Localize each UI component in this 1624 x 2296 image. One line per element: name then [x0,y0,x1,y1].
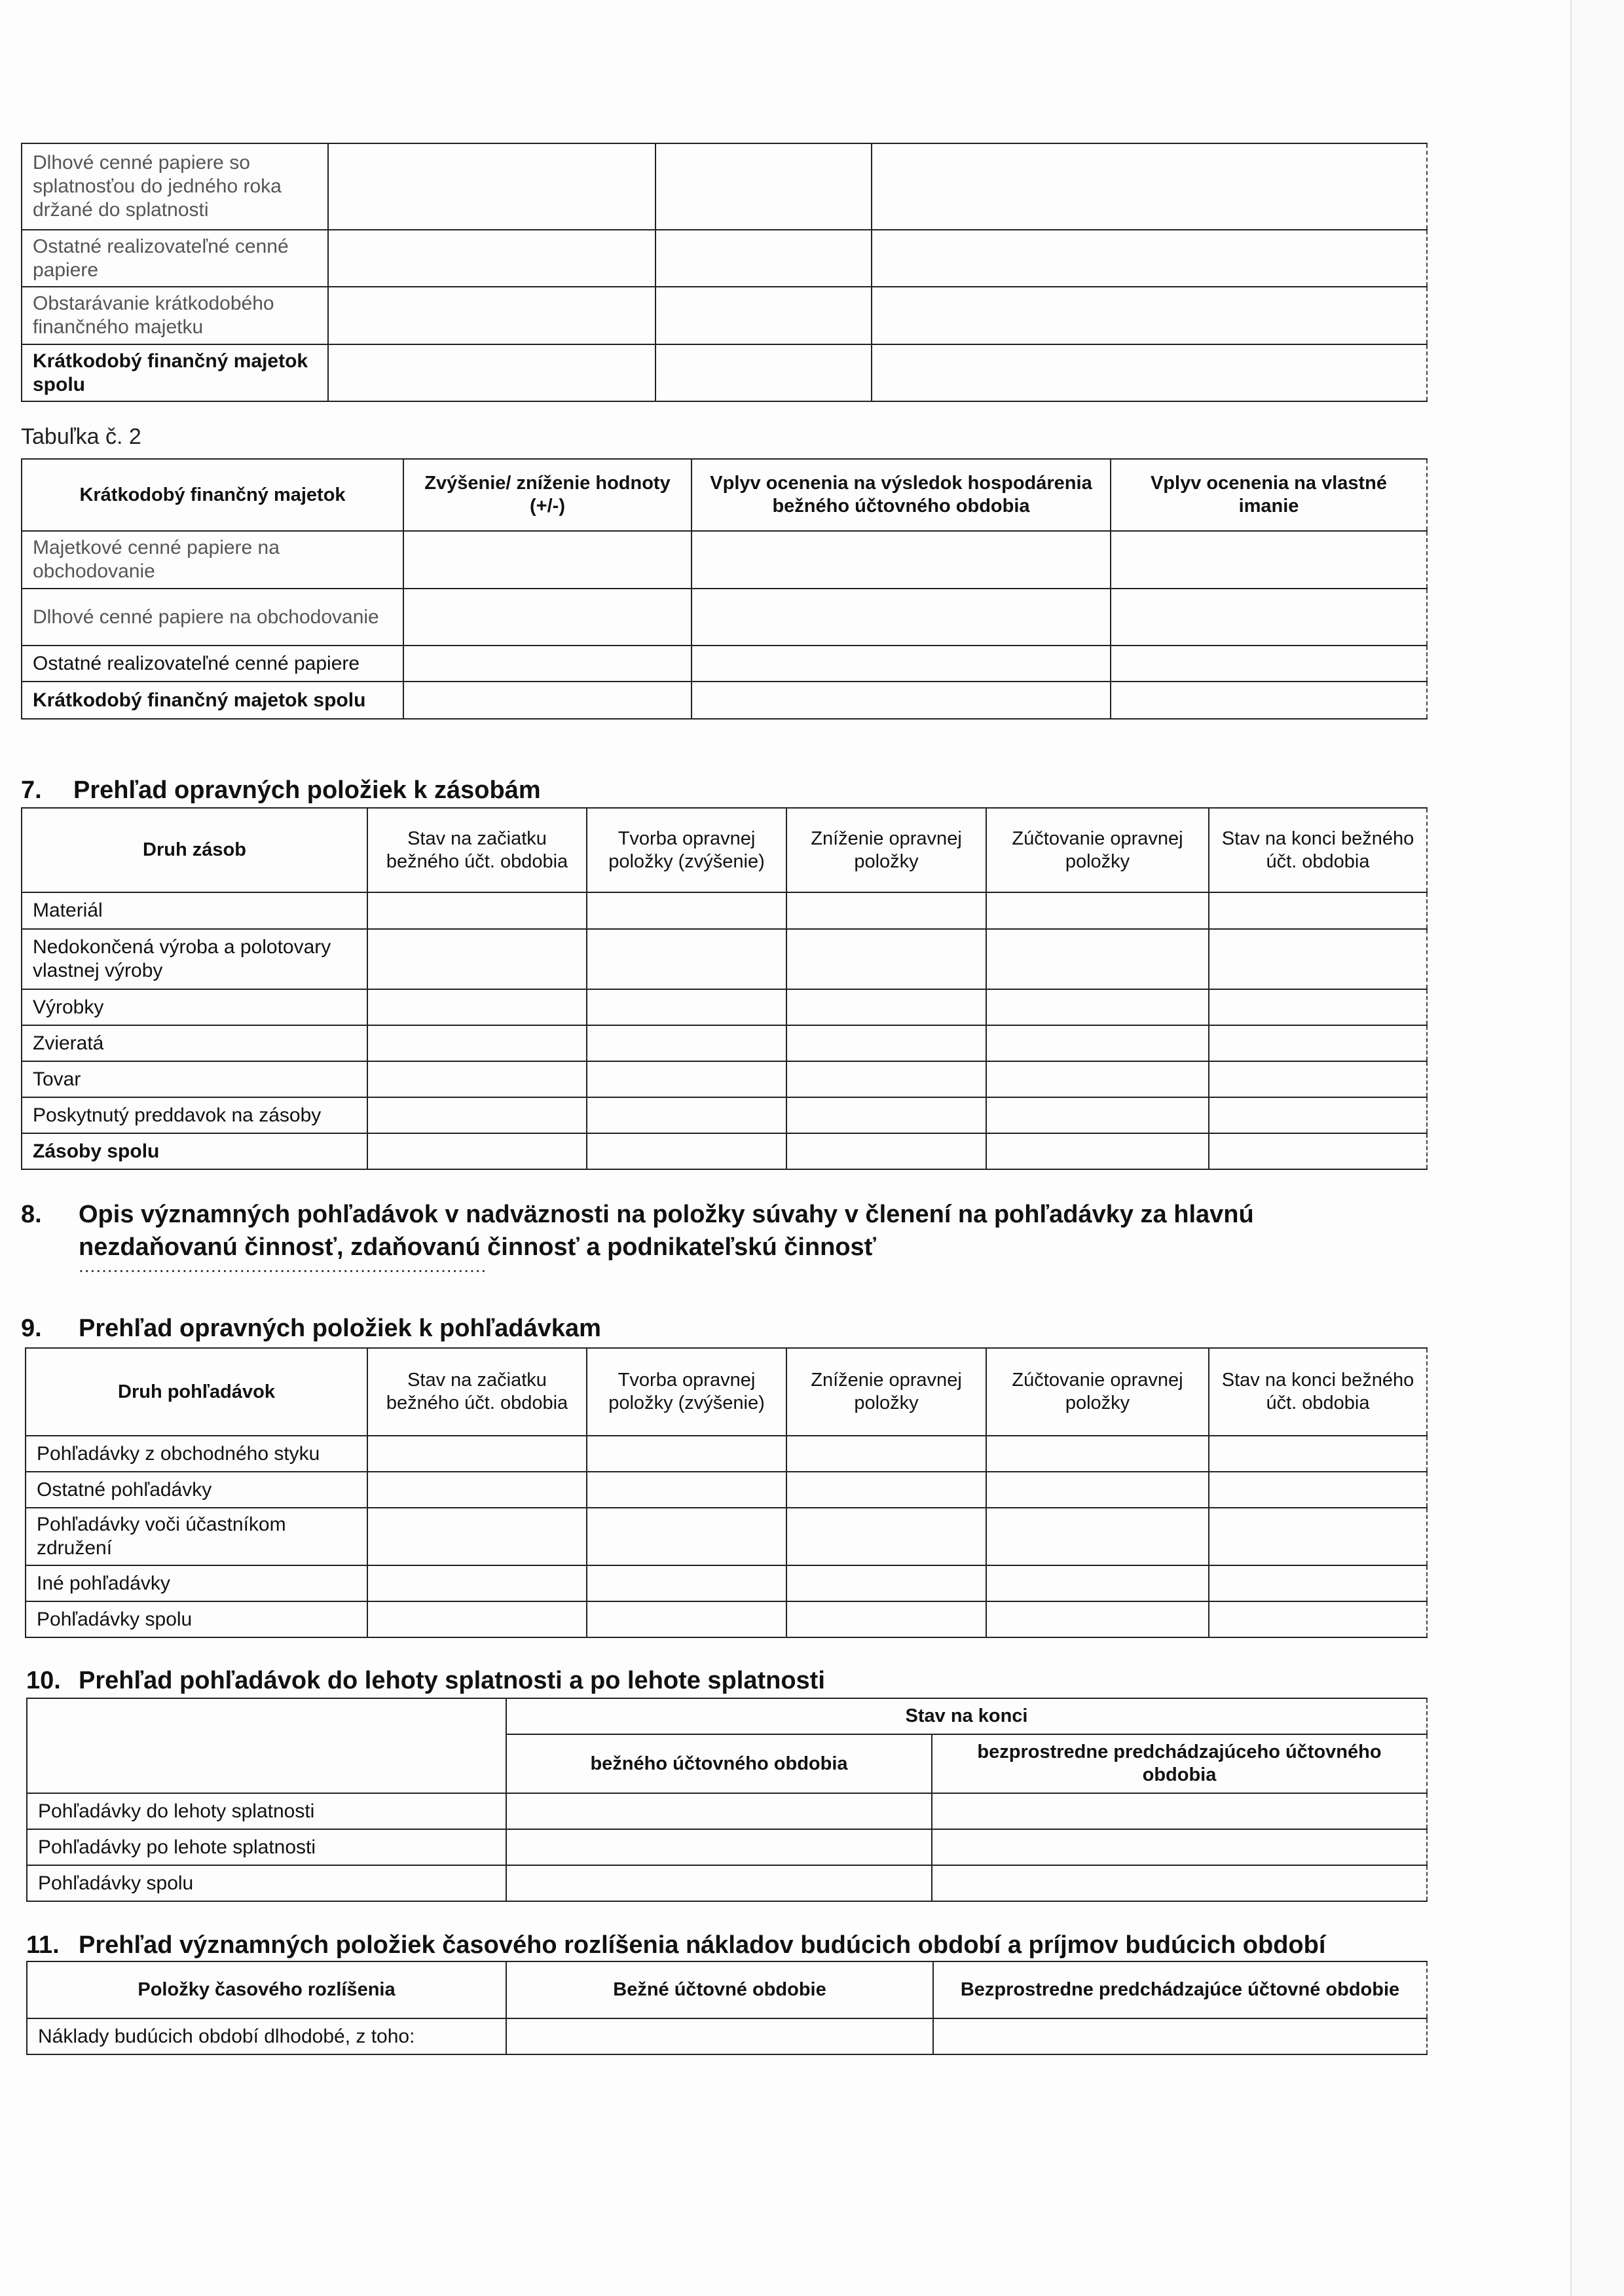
input-cell[interactable] [587,1601,786,1637]
input-cell[interactable] [1209,1472,1427,1508]
input-cell[interactable] [587,1133,786,1169]
input-cell[interactable] [367,1133,587,1169]
table-row [22,1097,1427,1133]
column-header: Zníženie opravnej položky [786,1348,986,1436]
table-row [27,1829,1427,1865]
section-title: Prehľad opravných položiek k pohľadávkam [79,1315,601,1342]
input-cell[interactable] [1111,531,1427,589]
input-cell[interactable] [328,143,655,230]
table-row [22,892,1427,929]
row-label: Pohľadávky voči účastníkom združení [26,1508,367,1565]
input-cell[interactable] [692,682,1111,719]
input-cell[interactable] [1209,1508,1427,1565]
input-cell[interactable] [587,892,786,929]
row-label: Obstarávanie krátkodobého finančného majetku [22,287,328,344]
input-cell[interactable] [986,1097,1209,1133]
column-header: Krátkodobý finančný majetok [22,459,403,531]
row-label: Materiál [22,892,367,929]
input-cell[interactable] [786,1508,986,1565]
input-cell[interactable] [786,989,986,1025]
section-number: 10. [26,1667,61,1694]
column-header: Stav na začiatku bežného účt. obdobia [367,1348,587,1436]
section-9-heading [21,1315,601,1343]
page-edge-shadow [1570,0,1624,2296]
table-row [22,1133,1427,1169]
input-cell[interactable] [932,1829,1427,1865]
input-cell[interactable] [506,1793,932,1829]
input-cell[interactable] [403,646,692,682]
table-row [22,646,1427,682]
input-cell[interactable] [587,1436,786,1472]
row-label: Pohľadávky z obchodného styku [26,1436,367,1472]
input-cell[interactable] [1209,989,1427,1025]
input-cell[interactable] [1209,1436,1427,1472]
input-cell[interactable] [786,1061,986,1097]
input-cell[interactable] [1209,1601,1427,1637]
section-title: Prehľad významných položiek časového rozlíšenia nákladov budúcich období a príjmov budúcich období [79,1931,1326,1959]
table-inventory-allowances [21,807,1428,1170]
table-row [27,1865,1427,1901]
table-header-row [22,808,1427,892]
input-cell[interactable] [1209,1061,1427,1097]
table-row [26,1565,1427,1601]
section-7-heading [21,776,541,805]
input-cell[interactable] [932,1865,1427,1901]
row-label: Ostatné pohľadávky [26,1472,367,1508]
column-header: Zúčtovanie opravnej položky [986,1348,1209,1436]
input-cell[interactable] [367,1565,587,1601]
table-row [22,344,1427,401]
input-cell[interactable] [986,1508,1209,1565]
group-header: Stav na konci [506,1698,1427,1734]
input-cell[interactable] [786,1601,986,1637]
input-cell[interactable] [786,1565,986,1601]
input-cell[interactable] [587,989,786,1025]
table-row [22,589,1427,646]
input-cell[interactable] [872,230,1427,287]
column-header: Stav na začiatku bežného účt. obdobia [367,808,587,892]
input-cell[interactable] [692,646,1111,682]
input-cell[interactable] [786,1436,986,1472]
section-title-line2: nezdaňovanú činnosť, zdaňovanú činnosť a podnikateľskú činnosť [79,1233,876,1261]
section-11-heading [26,1931,1325,1959]
input-cell[interactable] [587,1061,786,1097]
input-cell[interactable] [655,287,872,344]
input-cell[interactable] [933,2018,1427,2054]
table-row [27,2018,1427,2054]
table-header-row [22,459,1427,531]
column-header: Zvýšenie/ zníženie hodnoty (+/-) [403,459,692,531]
row-label-total: Krátkodobý finančný majetok spolu [22,344,328,401]
row-label-total: Zásoby spolu [22,1133,367,1169]
input-cell[interactable] [786,892,986,929]
row-label: Ostatné realizovateľné cenné papiere [22,646,403,682]
input-cell[interactable] [1209,1133,1427,1169]
input-cell[interactable] [367,989,587,1025]
input-cell[interactable] [1111,646,1427,682]
column-header: Zúčtovanie opravnej položky [986,808,1209,892]
input-cell[interactable] [872,287,1427,344]
input-cell[interactable] [986,929,1209,989]
input-cell[interactable] [328,287,655,344]
column-header: Stav na konci bežného účt. obdobia [1209,808,1427,892]
section-title-line1: Opis významných pohľadávok v nadväznosti na položky súvahy v členení na pohľadávky za hlavnú [79,1201,1254,1228]
column-header: Bezprostredne predchádzajúce účtovné obdobie [933,1961,1427,2018]
row-label-total: Pohľadávky spolu [27,1865,506,1901]
input-cell[interactable] [506,2018,933,2054]
table-row [22,287,1427,344]
table-row [27,1793,1427,1829]
table-row [22,230,1427,287]
row-label: Pohľadávky po lehote splatnosti [27,1829,506,1865]
input-cell[interactable] [786,1025,986,1061]
input-cell[interactable] [655,143,872,230]
input-cell[interactable] [986,892,1209,929]
row-label: Poskytnutý preddavok na zásoby [22,1097,367,1133]
input-cell[interactable] [786,929,986,989]
table-row [26,1508,1427,1565]
row-label: Majetkové cenné papiere na obchodovanie [22,531,403,589]
column-header: Tvorba opravnej položky (zvýšenie) [587,1348,786,1436]
row-label: Iné pohľadávky [26,1565,367,1601]
input-cell[interactable] [367,1601,587,1637]
input-cell[interactable] [367,1436,587,1472]
column-header: Vplyv ocenenia na výsledok hospodárenia bežného účtovného obdobia [692,459,1111,531]
input-cell[interactable] [506,1829,932,1865]
input-cell[interactable] [587,1472,786,1508]
section-8-answer-line[interactable]: ....................................................................... [79,1256,487,1276]
input-cell[interactable] [1209,892,1427,929]
input-cell[interactable] [367,929,587,989]
section-8-heading [21,1198,1254,1264]
table-receivables-maturity [26,1698,1428,1902]
section-10-heading [26,1667,825,1695]
column-header: Druh pohľadávok [26,1348,367,1436]
input-cell[interactable] [328,230,655,287]
input-cell[interactable] [986,989,1209,1025]
table-row [22,1061,1427,1097]
input-cell[interactable] [403,531,692,589]
input-cell[interactable] [587,1025,786,1061]
corner-cell [27,1698,506,1793]
input-cell[interactable] [587,1508,786,1565]
input-cell[interactable] [1209,1025,1427,1061]
table-row [22,1025,1427,1061]
table-caption: Tabuľka č. 2 [21,424,141,449]
input-cell[interactable] [872,344,1427,401]
section-number: 8. [21,1201,42,1228]
input-cell[interactable] [655,230,872,287]
input-cell[interactable] [986,1025,1209,1061]
column-header: Stav na konci bežného účt. obdobia [1209,1348,1427,1436]
input-cell[interactable] [506,1865,932,1901]
table-row [22,143,1427,230]
row-label: Nedokončená výroba a polotovary vlastnej výroby [22,929,367,989]
input-cell[interactable] [403,682,692,719]
column-header: Tvorba opravnej položky (zvýšenie) [587,808,786,892]
input-cell[interactable] [587,1097,786,1133]
input-cell[interactable] [367,1472,587,1508]
table-row [26,1601,1427,1637]
row-label: Ostatné realizovateľné cenné papiere [22,230,328,287]
table-header-row [26,1348,1427,1436]
input-cell[interactable] [692,531,1111,589]
input-cell[interactable] [986,1565,1209,1601]
table-header-row [27,1698,1427,1734]
input-cell[interactable] [367,1025,587,1061]
input-cell[interactable] [1209,1097,1427,1133]
input-cell[interactable] [587,929,786,989]
row-label: Zvieratá [22,1025,367,1061]
input-cell[interactable] [1209,1565,1427,1601]
table-short-term-financial-assets-cont [21,143,1428,402]
input-cell[interactable] [367,892,587,929]
section-title: Prehľad pohľadávok do lehoty splatnosti a po lehote splatnosti [79,1667,825,1694]
input-cell[interactable] [986,1472,1209,1508]
input-cell[interactable] [986,1061,1209,1097]
table-row [22,682,1427,719]
input-cell[interactable] [367,1061,587,1097]
input-cell[interactable] [872,143,1427,230]
table-row [22,531,1427,589]
column-header: bezprostredne predchádzajúceho účtovného obdobia [932,1734,1427,1793]
table-row [26,1436,1427,1472]
column-header: Položky časového rozlíšenia [27,1961,506,2018]
table-2-valuation [21,458,1428,720]
row-label: Pohľadávky do lehoty splatnosti [27,1793,506,1829]
input-cell[interactable] [587,1565,786,1601]
input-cell[interactable] [692,589,1111,646]
column-header: Zníženie opravnej položky [786,808,986,892]
input-cell[interactable] [367,1097,587,1133]
section-number: 11. [26,1931,60,1959]
input-cell[interactable] [986,1436,1209,1472]
table-row [26,1472,1427,1508]
row-label: Náklady budúcich období dlhodobé, z toho: [27,2018,506,2054]
row-label-total: Pohľadávky spolu [26,1601,367,1637]
table-row [22,929,1427,989]
input-cell[interactable] [403,589,692,646]
column-header: Druh zásob [22,808,367,892]
input-cell[interactable] [1209,929,1427,989]
input-cell[interactable] [655,344,872,401]
input-cell[interactable] [1111,682,1427,719]
section-title: Prehľad opravných položiek k zásobám [73,776,541,804]
section-number: 9. [21,1315,42,1342]
row-label: Dlhové cenné papiere na obchodovanie [22,589,403,646]
row-label: Výrobky [22,989,367,1025]
input-cell[interactable] [367,1508,587,1565]
row-label-total: Krátkodobý finančný majetok spolu [22,682,403,719]
table-header-row [27,1961,1427,2018]
column-header: bežného účtovného obdobia [506,1734,932,1793]
table-accruals-deferrals [26,1961,1428,2055]
row-label: Dlhové cenné papiere so splatnosťou do jedného roka držané do splatnosti [22,143,328,230]
input-cell[interactable] [986,1133,1209,1169]
table-row [22,989,1427,1025]
input-cell[interactable] [786,1472,986,1508]
input-cell[interactable] [786,1133,986,1169]
row-label: Tovar [22,1061,367,1097]
table-receivable-allowances [25,1347,1428,1638]
input-cell[interactable] [1111,589,1427,646]
input-cell[interactable] [986,1601,1209,1637]
column-header: Vplyv ocenenia na vlastné imanie [1111,459,1427,531]
input-cell[interactable] [786,1097,986,1133]
input-cell[interactable] [932,1793,1427,1829]
column-header: Bežné účtovné obdobie [506,1961,933,2018]
input-cell[interactable] [328,344,655,401]
section-number: 7. [21,776,42,804]
